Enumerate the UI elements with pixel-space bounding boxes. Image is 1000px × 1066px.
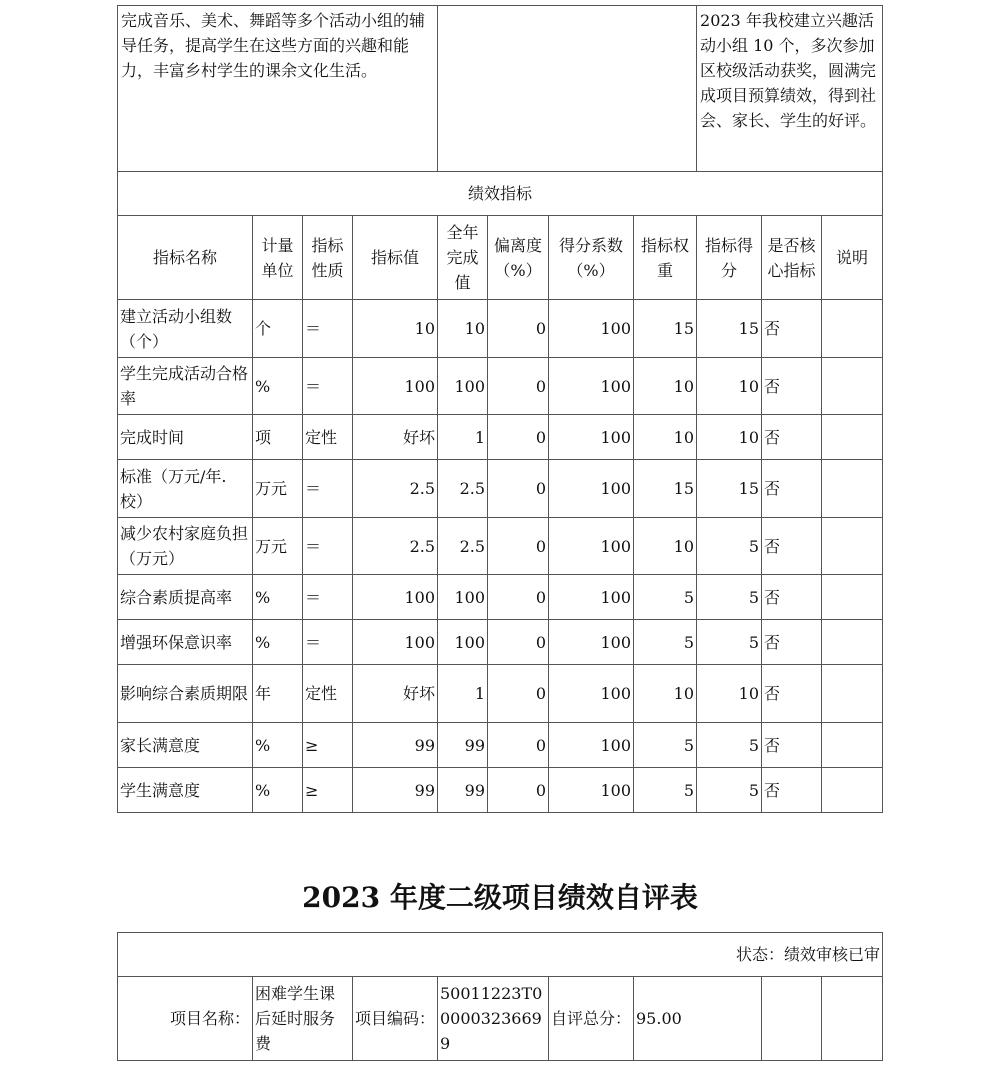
note-cell (822, 620, 883, 665)
result-text-cell: 2023 年我校建立兴趣活动小组 10 个，多次参加区校级活动获奖，圆满完成项目预算绩效，得到社会、家长、学生的好评。 (697, 6, 883, 172)
perf-section-title: 绩效指标 (118, 172, 883, 216)
note-cell (822, 300, 883, 358)
score-coefficient-cell: 100 (549, 723, 634, 768)
unit-cell: 年 (253, 665, 303, 723)
is-core-cell: 否 (762, 620, 822, 665)
target-value-cell: 100 (353, 575, 438, 620)
unit-cell: 个 (253, 300, 303, 358)
indicator-rows (118, 300, 883, 813)
score-coefficient-cell: 100 (549, 620, 634, 665)
indicator-name-cell: 影响综合素质期限 (118, 665, 253, 723)
is-core-cell: 否 (762, 575, 822, 620)
is-core-cell: 否 (762, 723, 822, 768)
table-row (118, 723, 883, 768)
unit-cell: 万元 (253, 460, 303, 518)
unit-cell: % (253, 768, 303, 813)
weight-cell: 10 (634, 665, 697, 723)
note-cell (822, 768, 883, 813)
unit-cell: % (253, 575, 303, 620)
unit-cell: 项 (253, 415, 303, 460)
project-row (118, 977, 883, 1061)
indicator-name-cell: 综合素质提高率 (118, 575, 253, 620)
status-row (118, 933, 883, 977)
deviation-cell: 0 (488, 300, 549, 358)
unit-cell: % (253, 358, 303, 415)
nature-cell: 定性 (303, 415, 353, 460)
table-row (118, 460, 883, 518)
actual-value-cell: 2.5 (438, 460, 488, 518)
table-row (118, 575, 883, 620)
deviation-cell: 0 (488, 518, 549, 575)
score-coefficient-cell: 100 (549, 358, 634, 415)
header-cell: 指标权重 (634, 216, 697, 300)
table-row (118, 300, 883, 358)
indicator-name-cell: 建立活动小组数（个） (118, 300, 253, 358)
project-code-value: 50011223T000003236699 (438, 977, 549, 1061)
header-cell: 偏离度（%） (488, 216, 549, 300)
deviation-cell: 0 (488, 665, 549, 723)
indicator-score-cell: 10 (697, 415, 762, 460)
score-coefficient-cell: 100 (549, 768, 634, 813)
table-row (118, 358, 883, 415)
weight-cell: 10 (634, 358, 697, 415)
note-cell (822, 358, 883, 415)
weight-cell: 5 (634, 620, 697, 665)
actual-value-cell: 1 (438, 665, 488, 723)
note-cell (822, 723, 883, 768)
table-row (118, 518, 883, 575)
score-value: 95.00 (634, 977, 762, 1061)
nature-cell: ＝ (303, 358, 353, 415)
indicator-name-cell: 完成时间 (118, 415, 253, 460)
is-core-cell: 否 (762, 518, 822, 575)
target-value-cell: 100 (353, 620, 438, 665)
table-row (118, 415, 883, 460)
unit-cell: % (253, 723, 303, 768)
header-row (118, 216, 883, 300)
nature-cell: ＝ (303, 575, 353, 620)
header-cell: 指标性质 (303, 216, 353, 300)
deviation-cell: 0 (488, 575, 549, 620)
indicator-name-cell: 学生满意度 (118, 768, 253, 813)
actual-value-cell: 10 (438, 300, 488, 358)
is-core-cell: 否 (762, 665, 822, 723)
target-value-cell: 10 (353, 300, 438, 358)
nature-cell: ≥ (303, 723, 353, 768)
weight-cell: 10 (634, 518, 697, 575)
empty-cell (762, 977, 822, 1061)
indicator-score-cell: 5 (697, 723, 762, 768)
table-row (118, 665, 883, 723)
nature-cell: ＝ (303, 518, 353, 575)
empty-cell (438, 6, 697, 172)
target-value-cell: 好坏 (353, 665, 438, 723)
actual-value-cell: 100 (438, 575, 488, 620)
target-value-cell: 99 (353, 768, 438, 813)
indicator-name-cell: 减少农村家庭负担（万元） (118, 518, 253, 575)
indicator-name-cell: 家长满意度 (118, 723, 253, 768)
header-cell: 是否核心指标 (762, 216, 822, 300)
indicator-name-cell: 增强环保意识率 (118, 620, 253, 665)
table-row (118, 620, 883, 665)
header-cell: 计量单位 (253, 216, 303, 300)
note-cell (822, 518, 883, 575)
actual-value-cell: 100 (438, 620, 488, 665)
is-core-cell: 否 (762, 300, 822, 358)
is-core-cell: 否 (762, 768, 822, 813)
score-coefficient-cell: 100 (549, 665, 634, 723)
project-info-table (117, 932, 883, 1061)
weight-cell: 10 (634, 415, 697, 460)
target-value-cell: 99 (353, 723, 438, 768)
is-core-cell: 否 (762, 415, 822, 460)
score-coefficient-cell: 100 (549, 460, 634, 518)
actual-value-cell: 99 (438, 723, 488, 768)
indicator-score-cell: 10 (697, 358, 762, 415)
nature-cell: ＝ (303, 300, 353, 358)
header-cell: 指标名称 (118, 216, 253, 300)
note-cell (822, 415, 883, 460)
performance-table (117, 5, 883, 813)
nature-cell: ≥ (303, 768, 353, 813)
header-cell: 得分系数（%） (549, 216, 634, 300)
indicator-score-cell: 5 (697, 620, 762, 665)
table-row (118, 768, 883, 813)
target-value-cell: 2.5 (353, 518, 438, 575)
score-label: 自评总分： (549, 977, 634, 1061)
header-cell: 说明 (822, 216, 883, 300)
score-coefficient-cell: 100 (549, 518, 634, 575)
indicator-name-cell: 标准（万元/年.校） (118, 460, 253, 518)
deviation-cell: 0 (488, 358, 549, 415)
weight-cell: 5 (634, 723, 697, 768)
indicator-score-cell: 15 (697, 300, 762, 358)
page-title: 2023 年度二级项目绩效自评表 (302, 881, 698, 914)
summary-row (118, 6, 883, 172)
actual-value-cell: 2.5 (438, 518, 488, 575)
note-cell (822, 665, 883, 723)
actual-value-cell: 100 (438, 358, 488, 415)
indicator-score-cell: 5 (697, 768, 762, 813)
nature-cell: 定性 (303, 665, 353, 723)
header-cell: 指标得分 (697, 216, 762, 300)
header-cell: 指标值 (353, 216, 438, 300)
project-name-value: 困难学生课后延时服务费 (253, 977, 353, 1061)
deviation-cell: 0 (488, 620, 549, 665)
nature-cell: ＝ (303, 620, 353, 665)
indicator-score-cell: 10 (697, 665, 762, 723)
project-name-label: 项目名称： (118, 977, 253, 1061)
indicator-name-cell: 学生完成活动合格率 (118, 358, 253, 415)
empty-cell (822, 977, 883, 1061)
target-text-cell: 完成音乐、美术、舞蹈等多个活动小组的辅导任务，提高学生在这些方面的兴趣和能力，丰富乡村学生的课余文化生活。 (118, 6, 438, 172)
nature-cell: ＝ (303, 460, 353, 518)
header-cell: 全年完成值 (438, 216, 488, 300)
weight-cell: 15 (634, 460, 697, 518)
indicator-score-cell: 15 (697, 460, 762, 518)
unit-cell: % (253, 620, 303, 665)
deviation-cell: 0 (488, 460, 549, 518)
project-code-label: 项目编码： (353, 977, 438, 1061)
deviation-cell: 0 (488, 415, 549, 460)
deviation-cell: 0 (488, 768, 549, 813)
actual-value-cell: 1 (438, 415, 488, 460)
deviation-cell: 0 (488, 723, 549, 768)
indicator-score-cell: 5 (697, 518, 762, 575)
score-coefficient-cell: 100 (549, 575, 634, 620)
target-value-cell: 100 (353, 358, 438, 415)
weight-cell: 15 (634, 300, 697, 358)
status-text: 状态：绩效审核已审 (118, 933, 883, 977)
section-title-row (118, 172, 883, 216)
weight-cell: 5 (634, 768, 697, 813)
indicator-score-cell: 5 (697, 575, 762, 620)
score-coefficient-cell: 100 (549, 300, 634, 358)
weight-cell: 5 (634, 575, 697, 620)
score-coefficient-cell: 100 (549, 415, 634, 460)
actual-value-cell: 99 (438, 768, 488, 813)
is-core-cell: 否 (762, 358, 822, 415)
unit-cell: 万元 (253, 518, 303, 575)
target-value-cell: 2.5 (353, 460, 438, 518)
note-cell (822, 460, 883, 518)
target-value-cell: 好坏 (353, 415, 438, 460)
note-cell (822, 575, 883, 620)
is-core-cell: 否 (762, 460, 822, 518)
